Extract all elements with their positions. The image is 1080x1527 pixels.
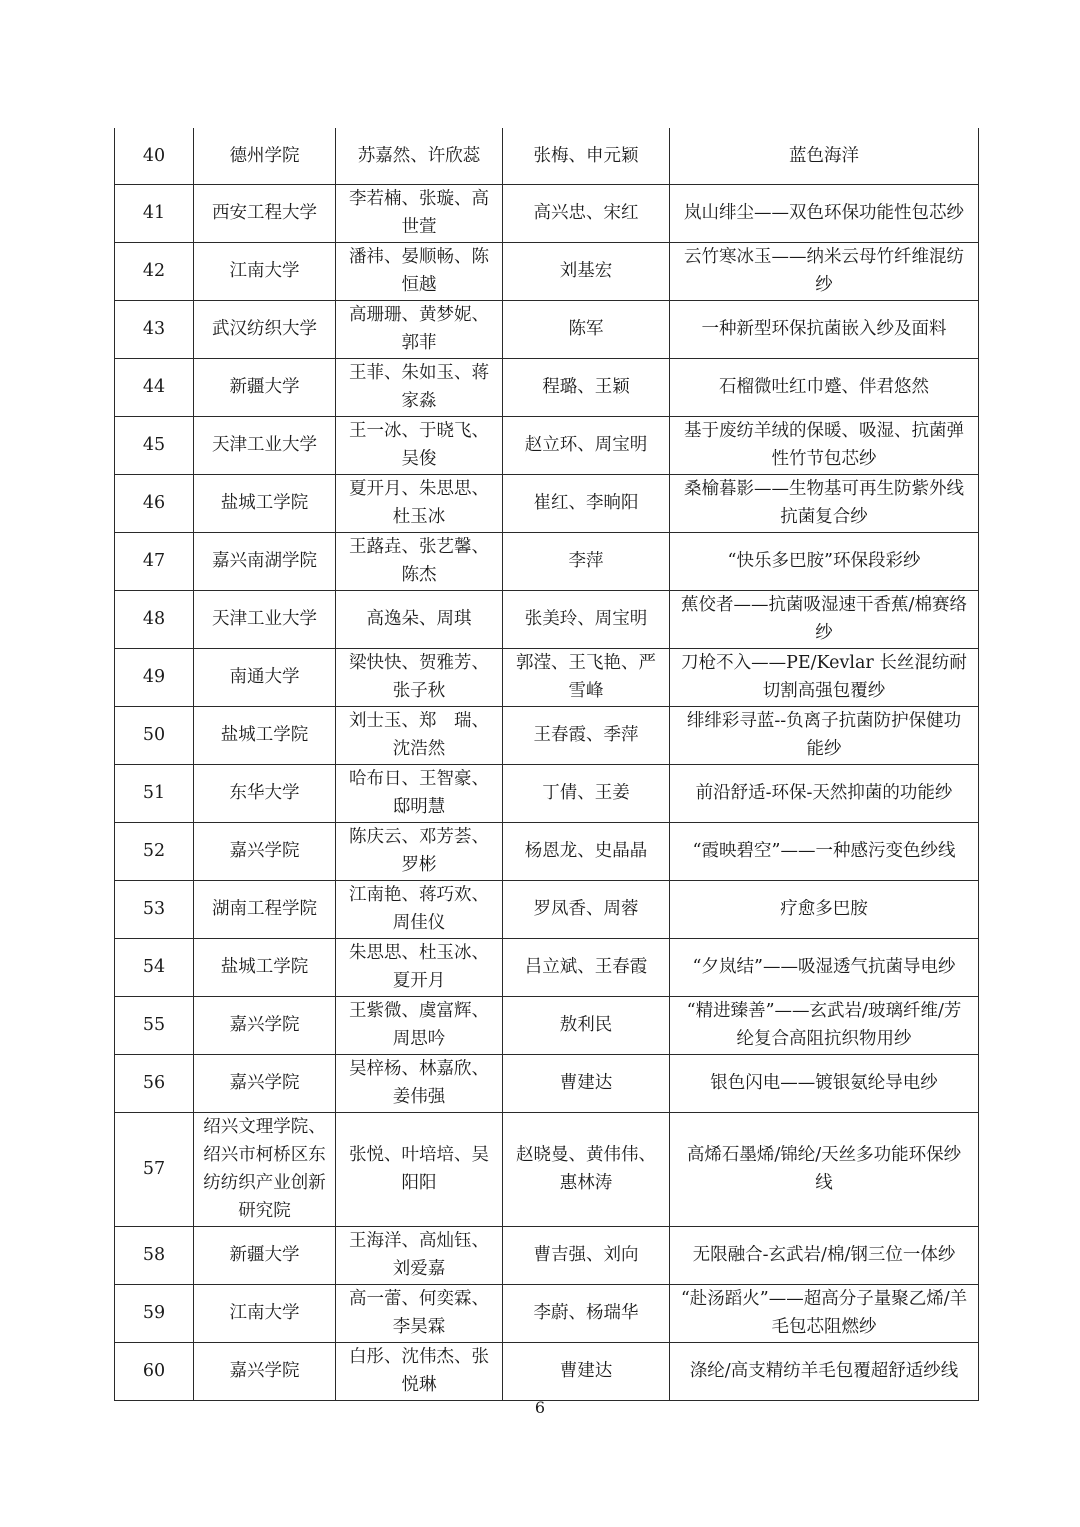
row-number: 48: [115, 590, 194, 648]
project-title: 刀枪不入——PE/Kevlar 长丝混纺耐切割高强包覆纱: [670, 648, 979, 706]
row-number: 49: [115, 648, 194, 706]
page-number: 6: [534, 1398, 546, 1417]
project-title: 银色闪电——镀银氨纶导电纱: [670, 1054, 979, 1112]
project-title: 前沿舒适-环保-天然抑菌的功能纱: [670, 764, 979, 822]
advisor-names: 杨恩龙、史晶晶: [503, 822, 670, 880]
school-name: 绍兴文理学院、绍兴市柯桥区东纺纺织产业创新研究院: [194, 1112, 336, 1226]
school-name: 嘉兴南湖学院: [194, 532, 336, 590]
project-title: 云竹寒冰玉——纳米云母竹纤维混纺纱: [670, 242, 979, 300]
table-row: [115, 242, 979, 300]
school-name: 江南大学: [194, 1284, 336, 1342]
advisor-names: 赵晓曼、黄伟伟、惠林涛: [503, 1112, 670, 1226]
table-row: [115, 1226, 979, 1284]
advisor-names: 崔红、李晌阳: [503, 474, 670, 532]
row-number: 60: [115, 1342, 194, 1400]
project-title: 岚山绯尘——双色环保功能性包芯纱: [670, 184, 979, 242]
project-title: “霞映碧空”——一种感污变色纱线: [670, 822, 979, 880]
advisor-names: 敖利民: [503, 996, 670, 1054]
advisor-names: 吕立斌、王春霞: [503, 938, 670, 996]
student-names: 刘士玉、郑 瑞、沈浩然: [336, 706, 503, 764]
school-name: 新疆大学: [194, 358, 336, 416]
table-row: [115, 938, 979, 996]
project-title: “精进臻善”——玄武岩/玻璃纤维/芳纶复合高阻抗织物用纱: [670, 996, 979, 1054]
school-name: 南通大学: [194, 648, 336, 706]
student-names: 王紫微、虞富辉、周思吟: [336, 996, 503, 1054]
student-names: 高珊珊、黄梦妮、郭菲: [336, 300, 503, 358]
advisor-names: 曹建达: [503, 1054, 670, 1112]
student-names: 陈庆云、邓芳荟、罗彬: [336, 822, 503, 880]
school-name: 东华大学: [194, 764, 336, 822]
row-number: 43: [115, 300, 194, 358]
advisor-names: 李萍: [503, 532, 670, 590]
advisor-names: 陈军: [503, 300, 670, 358]
table-row: [115, 706, 979, 764]
table-row: [115, 1112, 979, 1226]
project-title: 桑榆暮影——生物基可再生防紫外线抗菌复合纱: [670, 474, 979, 532]
project-title: 高烯石墨烯/锦纶/天丝多功能环保纱线: [670, 1112, 979, 1226]
student-names: 高一蕾、何奕霖、李昊霖: [336, 1284, 503, 1342]
school-name: 嘉兴学院: [194, 822, 336, 880]
student-names: 王一冰、于晓飞、吴俊: [336, 416, 503, 474]
table-row: [115, 764, 979, 822]
row-number: 54: [115, 938, 194, 996]
student-names: 李若楠、张璇、高世萱: [336, 184, 503, 242]
advisor-names: 高兴忠、宋红: [503, 184, 670, 242]
row-number: 56: [115, 1054, 194, 1112]
school-name: 嘉兴学院: [194, 1054, 336, 1112]
project-title: 蕉佼者——抗菌吸湿速干香蕉/棉赛络纱: [670, 590, 979, 648]
project-title: “夕岚结”——吸湿透气抗菌导电纱: [670, 938, 979, 996]
row-number: 44: [115, 358, 194, 416]
table-row: [115, 184, 979, 242]
row-number: 40: [115, 128, 194, 184]
row-number: 47: [115, 532, 194, 590]
row-number: 55: [115, 996, 194, 1054]
project-title: 疗愈多巴胺: [670, 880, 979, 938]
advisor-names: 赵立环、周宝明: [503, 416, 670, 474]
student-names: 吴梓杨、林嘉欣、姜伟强: [336, 1054, 503, 1112]
project-title: 蓝色海洋: [670, 128, 979, 184]
row-number: 58: [115, 1226, 194, 1284]
school-name: 天津工业大学: [194, 590, 336, 648]
project-title: 石榴微吐红巾蹙、伴君悠然: [670, 358, 979, 416]
student-names: 高逸朵、周琪: [336, 590, 503, 648]
school-name: 德州学院: [194, 128, 336, 184]
row-number: 46: [115, 474, 194, 532]
student-names: 梁快快、贺雅芳、张子秋: [336, 648, 503, 706]
project-title: 一种新型环保抗菌嵌入纱及面料: [670, 300, 979, 358]
student-names: 夏开月、朱思思、杜玉冰: [336, 474, 503, 532]
row-number: 59: [115, 1284, 194, 1342]
table-row: [115, 474, 979, 532]
advisor-names: 李蔚、杨瑞华: [503, 1284, 670, 1342]
row-number: 57: [115, 1112, 194, 1226]
student-names: 王菲、朱如玉、蒋家淼: [336, 358, 503, 416]
school-name: 盐城工学院: [194, 706, 336, 764]
school-name: 嘉兴学院: [194, 996, 336, 1054]
table-row: [115, 300, 979, 358]
project-title: 无限融合-玄武岩/棉/钢三位一体纱: [670, 1226, 979, 1284]
school-name: 西安工程大学: [194, 184, 336, 242]
advisor-names: 郭滢、王飞艳、严雪峰: [503, 648, 670, 706]
student-names: 哈布日、王智豪、邸明慧: [336, 764, 503, 822]
school-name: 江南大学: [194, 242, 336, 300]
project-title: “赴汤蹈火”——超高分子量聚乙烯/羊毛包芯阻燃纱: [670, 1284, 979, 1342]
student-names: 朱思思、杜玉冰、夏开月: [336, 938, 503, 996]
school-name: 湖南工程学院: [194, 880, 336, 938]
student-names: 王蕗垚、张艺馨、陈杰: [336, 532, 503, 590]
advisor-names: 张美玲、周宝明: [503, 590, 670, 648]
project-title: 基于废纺羊绒的保暖、吸湿、抗菌弹性竹节包芯纱: [670, 416, 979, 474]
advisor-names: 罗凤香、周蓉: [503, 880, 670, 938]
student-names: 白彤、沈伟杰、张悦琳: [336, 1342, 503, 1400]
table-row: [115, 1284, 979, 1342]
table-row: [115, 1054, 979, 1112]
table-row: [115, 996, 979, 1054]
row-number: 53: [115, 880, 194, 938]
student-names: 苏嘉然、许欣蕊: [336, 128, 503, 184]
row-number: 51: [115, 764, 194, 822]
school-name: 盐城工学院: [194, 938, 336, 996]
row-number: 45: [115, 416, 194, 474]
table-row: [115, 416, 979, 474]
table-row: [115, 648, 979, 706]
student-names: 潘祎、晏顺畅、陈恒越: [336, 242, 503, 300]
school-name: 新疆大学: [194, 1226, 336, 1284]
school-name: 天津工业大学: [194, 416, 336, 474]
project-title: 绯绯彩寻蓝--负离子抗菌防护保健功能纱: [670, 706, 979, 764]
school-name: 武汉纺织大学: [194, 300, 336, 358]
table-row: [115, 822, 979, 880]
row-number: 41: [115, 184, 194, 242]
awards-table: [114, 128, 979, 1401]
row-number: 50: [115, 706, 194, 764]
table-row: [115, 590, 979, 648]
table-row: [115, 358, 979, 416]
advisor-names: 曹吉强、刘向: [503, 1226, 670, 1284]
advisor-names: 王春霞、季萍: [503, 706, 670, 764]
student-names: 江南艳、蒋巧欢、周佳仪: [336, 880, 503, 938]
advisor-names: 程璐、王颖: [503, 358, 670, 416]
table-row: [115, 532, 979, 590]
table-row: [115, 880, 979, 938]
project-title: 涤纶/高支精纺羊毛包覆超舒适纱线: [670, 1342, 979, 1400]
row-number: 42: [115, 242, 194, 300]
student-names: 张悦、叶培培、吴阳阳: [336, 1112, 503, 1226]
row-number: 52: [115, 822, 194, 880]
advisor-names: 张梅、申元颖: [503, 128, 670, 184]
table-row: [115, 128, 979, 184]
advisor-names: 刘基宏: [503, 242, 670, 300]
student-names: 王海洋、高灿钰、刘爱嘉: [336, 1226, 503, 1284]
advisor-names: 曹建达: [503, 1342, 670, 1400]
project-title: “快乐多巴胺”环保段彩纱: [670, 532, 979, 590]
table-row: [115, 1342, 979, 1400]
advisor-names: 丁倩、王姜: [503, 764, 670, 822]
school-name: 盐城工学院: [194, 474, 336, 532]
awards-table-body: [115, 128, 979, 1400]
school-name: 嘉兴学院: [194, 1342, 336, 1400]
